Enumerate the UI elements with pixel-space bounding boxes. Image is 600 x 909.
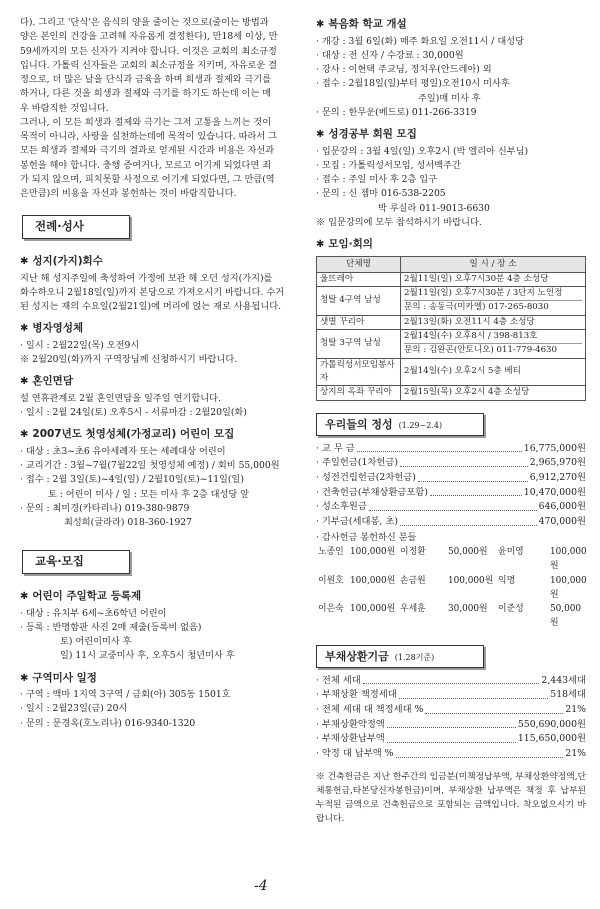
table-row bbox=[317, 315, 586, 329]
group-cell: 샛별 꾸리아 bbox=[317, 315, 401, 329]
time-cell bbox=[401, 287, 586, 316]
money-value: 115,650,000원 bbox=[517, 733, 586, 745]
time-cell bbox=[401, 330, 586, 359]
debt-list bbox=[316, 674, 586, 762]
money-label: · 성전건립헌금(2차헌금) bbox=[316, 472, 416, 484]
money-value: 646,000원 bbox=[538, 501, 586, 513]
paragraph-line: 입니다. 가톨릭 신자들은 교회의 최소규정을 지키며, 자유로운 결 bbox=[20, 59, 278, 71]
donor-name: 윤미영 bbox=[498, 547, 524, 558]
notice-title: 어린이 주일학교 등록제 bbox=[32, 590, 142, 603]
donor-amount: 50,000원 bbox=[448, 547, 488, 558]
money-row bbox=[316, 703, 586, 718]
time-cell bbox=[401, 358, 586, 386]
notice-title: 2007년도 첫영성체(가정교리) 어린이 모집 bbox=[32, 428, 235, 441]
time-line: 2월11일(일) 오후7시30분 4층 소성당 bbox=[404, 273, 549, 284]
notice-line: · 등록 : 반명함판 사진 2매 제출(등록비 없음) bbox=[20, 621, 202, 633]
paragraph-line: 59세까지의 모든 신자가 지켜야 합니다. 이것은 교회의 최소규정 bbox=[20, 45, 277, 57]
money-row bbox=[316, 688, 586, 703]
thanks-label: · 감사헌금 봉헌하신 분들 bbox=[316, 531, 417, 543]
notice-seongji bbox=[20, 253, 304, 314]
group-cell: 가톨릭성서모임봉사자 bbox=[317, 358, 401, 386]
group-cell: 상지의 옥좌 꾸리아 bbox=[317, 386, 401, 400]
money-label: · 전체 세대 대 책정세대 % bbox=[316, 703, 424, 715]
debt-period: (1.28기준) bbox=[394, 652, 435, 662]
notice-title: 복음화 학교 개설 bbox=[328, 18, 407, 30]
leader-dots bbox=[387, 732, 516, 743]
star-icon: ✱ bbox=[20, 672, 29, 684]
notice-sunday-school bbox=[20, 588, 304, 664]
star-icon: ✱ bbox=[316, 129, 325, 140]
table-row bbox=[317, 272, 586, 286]
donor-name: 익명 bbox=[498, 575, 516, 586]
notice-line: 최성희(글라라) 018-360-1927 bbox=[64, 517, 193, 529]
table-row bbox=[317, 330, 586, 359]
notice-line: · 접수 : 2월18일(일)부터 평일)오전10시 미사후 bbox=[316, 78, 510, 90]
money-value: 470,000원 bbox=[538, 516, 586, 528]
notice-title: 성경공부 회원 모집 bbox=[328, 128, 417, 140]
leader-dots bbox=[400, 515, 537, 526]
time-cell bbox=[401, 386, 586, 400]
leader-dots bbox=[396, 747, 564, 758]
donor-name: 이준성 bbox=[498, 604, 524, 615]
debt-note: ※ 건축헌금은 지난 한주간의 입금분(미책정납부액, 부채상환약정액,단체통헌금,타본당신자봉헌금)이며, 부채상환 납부액은 책정 후 납부된 누적된 금액으로 건축헌금으로 포함되는 금액입니다. 착오없으시기 바랍니다. bbox=[316, 771, 586, 824]
time-line: 2월11일(일) 오후7시30분 / 3단지 노인정 bbox=[404, 288, 563, 299]
time-line: 2월14일(수) 오후2시 5층 베티 bbox=[404, 366, 521, 377]
paragraph-line: 정으로, 더 많은 날을 단식과 금육을 하며 희생과 절제와 극기를 bbox=[20, 74, 272, 85]
time-cell bbox=[401, 272, 586, 286]
money-value: 2,965,970원 bbox=[529, 457, 586, 469]
donor-amount: 100,000원 bbox=[448, 575, 494, 586]
money-label: · 성소후원금 bbox=[316, 501, 367, 513]
notice-line: 화수하오니 2월18일(일)까지 본당으로 가져오시기 바랍니다. 수거 bbox=[20, 286, 285, 298]
money-row bbox=[316, 674, 586, 689]
page-number: -4 bbox=[254, 878, 268, 894]
money-row bbox=[316, 500, 586, 515]
notice-line: · 대상 : 전 신자 / 수강료 : 30,000원 bbox=[316, 49, 464, 61]
leader-dots bbox=[369, 500, 537, 511]
money-value: 6,912,270원 bbox=[529, 472, 586, 484]
notice-title: 모임·회의 bbox=[328, 238, 373, 250]
money-label: · 부채상환납부액 bbox=[316, 733, 385, 745]
notice-title: 구역미사 일정 bbox=[32, 671, 97, 684]
money-value: 21% bbox=[565, 703, 586, 715]
donor-name: 노종인 bbox=[318, 547, 344, 558]
money-row bbox=[316, 442, 586, 457]
money-row bbox=[316, 456, 586, 471]
notice-line: · 접수 : 2월 3일(토)~4일(일) / 2월10일(토)~11일(일) bbox=[20, 474, 244, 486]
money-label: · 주일헌금(1차헌금) bbox=[316, 457, 398, 469]
donor-amount: 100,000원 bbox=[350, 547, 396, 558]
paragraph-line: 그러나, 이 모든 희생과 절제와 극기는 그저 고통을 느끼는 것이 bbox=[20, 116, 272, 128]
notice-line: · 강사 : 이현택 주교님, 정치우(안드레아) 외 bbox=[316, 64, 492, 75]
money-label: · 전체 세대 bbox=[316, 674, 361, 686]
time-line: 2월15일(목) 오후2시 4층 소성당 bbox=[404, 387, 530, 398]
notice-title: 성지(가지)회수 bbox=[32, 255, 103, 268]
paragraph-line: 우 바람직한 것입니다. bbox=[20, 102, 109, 114]
paragraph-line: 은만큼)의 비용을 자선과 봉헌하는 것이 바람직합니다. bbox=[20, 188, 237, 199]
money-row bbox=[316, 471, 586, 486]
donor-amount: 50,000원 bbox=[550, 604, 582, 629]
money-row bbox=[316, 732, 586, 747]
leader-dots bbox=[425, 703, 563, 714]
notice-line: · 문의 : 신 젬마 016-538-2205 bbox=[316, 188, 446, 200]
money-row bbox=[316, 718, 586, 733]
notice-line: 토) 어린이미사 후 bbox=[60, 636, 132, 648]
star-icon: ✱ bbox=[316, 239, 325, 250]
money-row bbox=[316, 486, 586, 501]
leader-dots bbox=[363, 674, 540, 685]
time-line: 문의 : 송동극(미카엘) 017-265-8030 bbox=[404, 300, 582, 314]
group-cell: 청탈 3구역 남성 bbox=[317, 330, 401, 359]
notice-byeongja bbox=[20, 320, 304, 367]
money-row bbox=[316, 515, 586, 530]
paragraph-line: 모든 희생과 절제와 극기의 결과로 얻게된 시간과 비용은 자선과 bbox=[20, 145, 275, 157]
table-header-time: 일 시 / 장 소 bbox=[401, 256, 586, 272]
right-column bbox=[316, 16, 586, 826]
notice-line: · 개강 : 3월 6일(화) 매주 화요일 오전11시 / 대성당 bbox=[316, 35, 524, 47]
donor-name: 이정환 bbox=[400, 547, 426, 558]
intro-paragraph bbox=[20, 16, 304, 201]
donor-amount: 100,000원 bbox=[550, 547, 587, 572]
star-icon: ✱ bbox=[20, 376, 29, 388]
donor-name: 우세훈 bbox=[400, 604, 426, 615]
money-value: 16,775,000원 bbox=[523, 442, 586, 454]
donor-amount: 100,000원 bbox=[550, 575, 587, 600]
offering-header bbox=[316, 413, 484, 436]
group-cell: 청탈 4구역 남성 bbox=[317, 287, 401, 316]
donor-name: 이은숙 bbox=[318, 604, 344, 615]
money-value: 21% bbox=[565, 748, 586, 760]
meeting-section bbox=[316, 236, 586, 401]
leader-dots bbox=[400, 456, 528, 467]
table-header-group: 단체명 bbox=[317, 256, 401, 272]
notice-first-communion bbox=[20, 426, 304, 530]
group-cell: 울뜨레아 bbox=[317, 272, 401, 286]
time-line: 2월14일(수) 오후8시 / 398-813호 bbox=[404, 331, 538, 342]
money-value: 518세대 bbox=[550, 689, 586, 701]
money-value: 10,470,000원 bbox=[523, 486, 586, 498]
leader-dots bbox=[399, 688, 549, 699]
notice-line: 설 연휴관계로 2월 혼인면담을 일주일 연기합니다. bbox=[20, 392, 221, 404]
notice-line: · 대상 : 유치부 6세~초6학년 어린이 bbox=[20, 607, 167, 619]
money-label: · 건축헌금(부채상환금포함) bbox=[316, 486, 428, 498]
notice-line: 주일)매 미사 후 bbox=[418, 92, 481, 104]
money-label: · 부채상환약정액 bbox=[316, 718, 385, 730]
paragraph-line: 다). 그리고 '단식'은 음식의 양을 줄이는 것으로(줄이는 방법과 bbox=[20, 17, 269, 28]
debt-header bbox=[316, 645, 484, 668]
star-icon: ✱ bbox=[316, 19, 325, 30]
notice-line: 지난 해 성지주일에 축성하여 가정에 보관 해 오던 성지(가지)를 bbox=[20, 272, 273, 284]
table-row bbox=[317, 358, 586, 386]
notice-district-mass bbox=[20, 670, 304, 731]
paragraph-line: 목적이 아니라, 사랑을 실천하는데에 목적이 있습니다. 따라서 그 bbox=[20, 131, 278, 142]
star-icon: ✱ bbox=[20, 323, 29, 335]
money-value: 2,443세대 bbox=[541, 674, 586, 686]
notice-line: · 모집 : 가톨릭성서모임, 성서백주간 bbox=[316, 159, 461, 171]
leader-dots bbox=[357, 442, 522, 453]
section-title-liturgy: 전례·성사 bbox=[22, 215, 130, 239]
paragraph-line: 가 되지 않으며, 피치못할 사정으로 어기게 되었다면, 그 만큼(역 bbox=[20, 173, 275, 185]
notice-line: 된 성지는 재의 수요일(2월21일)에 머리에 얹는 재로 사용됩니다. bbox=[20, 301, 282, 313]
offering-title: 우리들의 정성 bbox=[325, 417, 393, 431]
notice-line: · 대상 : 초3~초6 유아세례자 또는 세례대상 어린이 bbox=[20, 445, 226, 457]
donor-amount: 100,000원 bbox=[350, 575, 396, 586]
star-icon: ✱ bbox=[20, 256, 29, 268]
notice-line: · 문의 : 한무운(베드로) 011-266-3319 bbox=[316, 106, 477, 118]
leader-dots bbox=[387, 718, 516, 729]
notice-line: · 문의 : 문경옥(호노리나) 016-9340-1320 bbox=[20, 717, 196, 729]
paragraph-line: 양은 본인의 건강을 고려해 자유롭게 결정한다), 만18세 이상, 만 bbox=[20, 31, 278, 43]
leader-dots bbox=[430, 486, 522, 497]
money-row bbox=[316, 747, 586, 762]
offering-period: (1.29~2.4) bbox=[398, 420, 443, 430]
money-value: 550,690,000원 bbox=[517, 718, 586, 730]
notice-line: · 입문강의 : 3월 4일(일) 오후2시 (박 엘리아 신부님) bbox=[316, 145, 529, 157]
time-line: 문의 : 김완곤(안토니오) 011-779-4630 bbox=[404, 343, 582, 357]
donor-amount: 30,000원 bbox=[448, 604, 488, 615]
notice-line: · 일시 : 2월22일(목) 오전9시 bbox=[20, 339, 140, 351]
notice-title: 혼인면담 bbox=[32, 375, 73, 388]
money-label: · 교 무 금 bbox=[316, 442, 355, 454]
notice-line: · 일시 : 2월23일(금) 20시 bbox=[20, 703, 128, 715]
donor-grid bbox=[316, 545, 586, 631]
donor-name: 이원호 bbox=[318, 575, 344, 586]
notice-evangelization-school bbox=[316, 16, 586, 120]
donor-amount: 100,000원 bbox=[350, 604, 396, 615]
notice-honin bbox=[20, 373, 304, 420]
left-column bbox=[20, 16, 304, 737]
money-label: · 기부금(세대봉, 초) bbox=[316, 516, 398, 528]
notice-line: ※ 입문강의에 모두 참석하시기 바랍니다. bbox=[316, 216, 482, 228]
leader-dots bbox=[418, 471, 528, 482]
notice-line: 일) 11시 교중미사 후, 오후5시 청년미사 후 bbox=[60, 650, 235, 662]
table-row bbox=[317, 287, 586, 316]
star-icon: ✱ bbox=[20, 429, 29, 441]
table-row bbox=[317, 386, 586, 400]
money-label: · 부채상환 책정세대 bbox=[316, 689, 397, 701]
time-cell bbox=[401, 315, 586, 329]
star-icon: ✱ bbox=[20, 591, 29, 603]
offering-list bbox=[316, 442, 586, 530]
notice-line: 박 루실라 011-9013-6630 bbox=[378, 202, 490, 214]
meeting-table bbox=[316, 256, 586, 401]
donor-name: 손금원 bbox=[400, 575, 426, 586]
notice-title: 병자영성체 bbox=[32, 322, 84, 335]
notice-line: · 접수 : 주일 미사 후 2층 입구 bbox=[316, 174, 438, 185]
notice-line: 토 : 어린이 미사 / 일 : 모든 미사 후 2층 대성당 앞 bbox=[48, 488, 250, 500]
notice-line: · 일시 : 2월 24일(토) 오후5시 - 서류마감 : 2월20일(화) bbox=[20, 407, 247, 419]
paragraph-line: 봉헌을 해야 합니다. 충행 증여거나, 모르고 어기게 되었다면 죄 bbox=[20, 159, 272, 171]
section-title-education: 교육·모집 bbox=[22, 550, 130, 574]
debt-title: 부채상환기금 bbox=[325, 649, 389, 663]
money-label: · 약정 대 납부액 % bbox=[316, 748, 394, 760]
paragraph-line: 하거나, 다른 것을 희생과 절제와 극기를 하기도 하는데 이는 매 bbox=[20, 88, 272, 100]
notice-line: · 문의 : 최미경(카타리나) 019-380-9879 bbox=[20, 502, 190, 514]
notice-line: ※ 2월20일(화)까지 구역장님께 신청하시기 바랍니다. bbox=[20, 354, 238, 366]
notice-line: · 교리기간 : 3월~7월(7월22일 첫영성체 예정) / 회비 55,000원 bbox=[20, 460, 280, 472]
notice-bible-study bbox=[316, 126, 586, 230]
time-line: 2월13일(화) 오전11시 4층 소성당 bbox=[404, 316, 535, 327]
notice-line: · 구역 : 백마 1지역 3구역 / 금회(아) 305동 1501호 bbox=[20, 689, 231, 701]
